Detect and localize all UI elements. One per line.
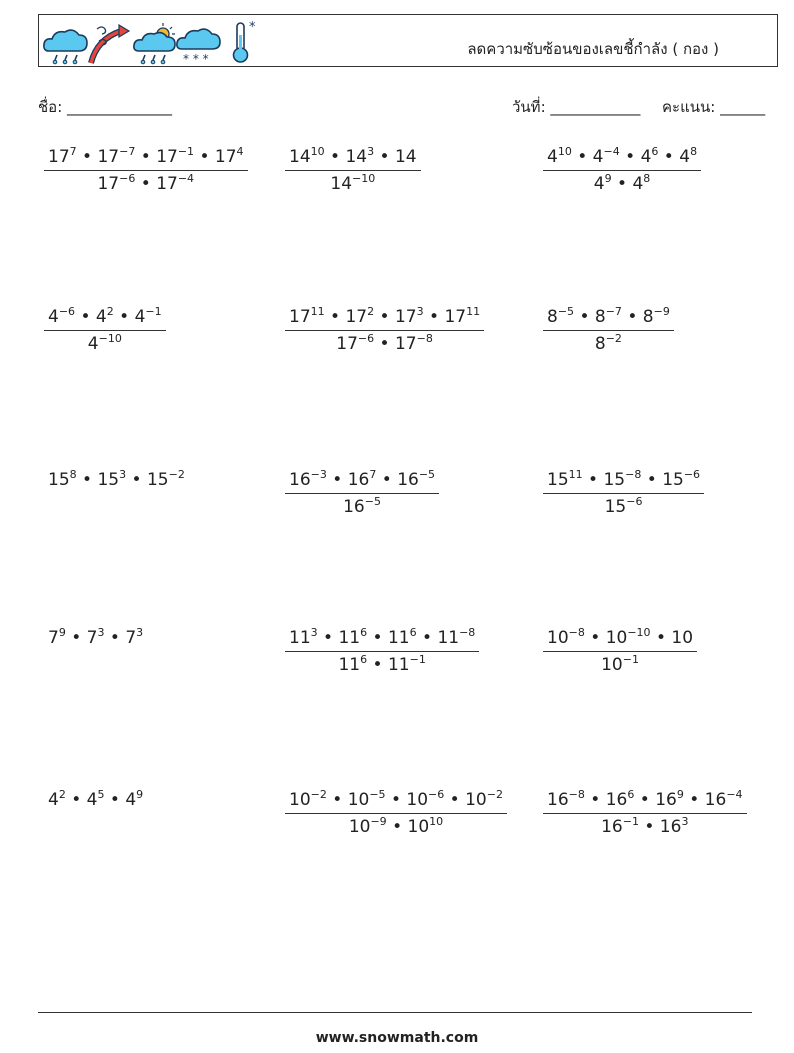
power-base: 11 xyxy=(338,628,361,648)
denominator xyxy=(543,330,674,354)
power-exponent: −1 xyxy=(409,653,426,666)
fraction xyxy=(543,307,674,354)
problem-14 xyxy=(285,790,507,837)
power-base: 4 xyxy=(48,790,59,810)
footer-url: www.snowmath.com xyxy=(315,1030,479,1046)
power-exponent: −4 xyxy=(177,172,195,185)
multiply-dot: • xyxy=(76,470,98,490)
power-exponent: 3 xyxy=(136,626,144,639)
snow-cloud-icon xyxy=(177,29,220,66)
power-base: 11 xyxy=(437,628,460,648)
power-base: 17 xyxy=(336,334,358,354)
multiply-dot: • xyxy=(104,790,126,810)
footer-divider xyxy=(38,1012,752,1013)
problem-4 xyxy=(44,307,166,354)
problem-15 xyxy=(543,790,747,837)
power-exponent: 3 xyxy=(367,145,375,158)
numerator xyxy=(543,307,674,330)
problem-13 xyxy=(44,790,143,810)
denominator xyxy=(285,330,484,354)
worksheet-header xyxy=(38,14,778,67)
numerator xyxy=(543,470,704,493)
power-base: 15 xyxy=(97,470,120,490)
power-base: 16 xyxy=(547,790,569,810)
power-base: 17 xyxy=(444,307,467,327)
product-expression xyxy=(44,790,143,810)
multiply-dot: • xyxy=(416,628,438,648)
problem-1 xyxy=(44,147,248,194)
power-exponent: −2 xyxy=(168,468,185,481)
power-exponent: −8 xyxy=(625,468,642,481)
power-base: 10 xyxy=(671,628,694,648)
power-exponent: 3 xyxy=(119,468,127,481)
power-base: 15 xyxy=(604,497,627,517)
power-base: 10 xyxy=(601,655,623,675)
fraction xyxy=(285,470,439,517)
power-base: 4 xyxy=(95,307,107,327)
problem-6 xyxy=(543,307,674,354)
power-base: 16 xyxy=(343,497,365,517)
power-base: 11 xyxy=(387,655,410,675)
multiply-dot: • xyxy=(367,655,388,675)
power-exponent: −4 xyxy=(603,145,620,158)
power-base: 11 xyxy=(387,628,410,648)
numerator xyxy=(543,628,697,651)
power-base: 17 xyxy=(156,174,178,194)
power-exponent: −5 xyxy=(418,468,436,481)
score-blank: ______ xyxy=(720,98,766,116)
denominator xyxy=(285,651,479,675)
power-base: 8 xyxy=(547,307,558,327)
power-base: 16 xyxy=(704,790,727,810)
power-exponent: 8 xyxy=(69,468,77,481)
power-exponent: 10 xyxy=(310,145,325,158)
power-base: 4 xyxy=(48,307,59,327)
multiply-dot: • xyxy=(658,147,680,167)
multiply-dot: • xyxy=(76,147,98,167)
power-exponent: −1 xyxy=(177,145,195,158)
power-exponent: −5 xyxy=(369,788,386,801)
multiply-dot: • xyxy=(324,307,346,327)
power-base: 16 xyxy=(655,790,677,810)
power-exponent: 10 xyxy=(429,815,444,828)
problem-9 xyxy=(543,470,704,517)
power-exponent: −10 xyxy=(352,172,376,185)
power-exponent: −8 xyxy=(459,626,476,639)
product-expression xyxy=(44,628,143,648)
power-exponent: 11 xyxy=(466,305,481,318)
multiply-dot: • xyxy=(638,817,660,837)
denominator xyxy=(543,651,697,675)
power-base: 17 xyxy=(97,147,120,167)
power-base: 4 xyxy=(86,790,98,810)
multiply-dot: • xyxy=(641,470,663,490)
power-exponent: 6 xyxy=(651,145,659,158)
multiply-dot: • xyxy=(574,307,595,327)
power-exponent: −1 xyxy=(145,305,162,318)
score-label: คะแนน: xyxy=(662,98,716,116)
power-exponent: 5 xyxy=(97,788,105,801)
multiply-dot: • xyxy=(619,147,641,167)
power-exponent: −9 xyxy=(653,305,670,318)
power-base: 14 xyxy=(289,147,311,167)
numerator xyxy=(543,147,701,170)
power-base: 8 xyxy=(642,307,654,327)
name-label: ชื่อ: xyxy=(38,98,63,116)
power-exponent: −1 xyxy=(622,653,639,666)
power-base: 4 xyxy=(547,147,558,167)
power-exponent: −6 xyxy=(683,468,701,481)
power-base: 7 xyxy=(125,628,137,648)
problem-10 xyxy=(44,628,143,648)
multiply-dot: • xyxy=(571,147,593,167)
power-exponent: 11 xyxy=(310,305,325,318)
power-base: 17 xyxy=(394,334,417,354)
power-exponent: 10 xyxy=(557,145,572,158)
fraction xyxy=(285,628,479,675)
fraction xyxy=(44,307,166,354)
power-base: 4 xyxy=(593,174,605,194)
thermometer-icon xyxy=(234,20,257,62)
power-base: 4 xyxy=(679,147,691,167)
numerator xyxy=(285,147,421,170)
multiply-dot: • xyxy=(634,790,656,810)
multiply-dot: • xyxy=(423,307,445,327)
svg-text:* * *: * * * xyxy=(183,52,209,66)
power-base: 10 xyxy=(347,790,370,810)
power-base: 17 xyxy=(214,147,237,167)
numerator xyxy=(285,470,439,493)
power-base: 7 xyxy=(86,628,98,648)
date-label: วันที่: xyxy=(512,98,546,116)
power-base: 16 xyxy=(605,790,628,810)
power-exponent: 3 xyxy=(310,626,318,639)
multiply-dot: • xyxy=(376,470,398,490)
power-base: 4 xyxy=(125,790,137,810)
power-base: 17 xyxy=(345,307,368,327)
multiply-dot: • xyxy=(65,790,87,810)
power-exponent: −6 xyxy=(428,788,445,801)
power-base: 10 xyxy=(547,628,569,648)
power-exponent: 9 xyxy=(676,788,684,801)
multiply-dot: • xyxy=(374,147,395,167)
power-base: 16 xyxy=(289,470,311,490)
power-exponent: 3 xyxy=(681,815,689,828)
fraction xyxy=(285,147,421,194)
problem-3 xyxy=(543,147,701,194)
power-base: 17 xyxy=(394,307,417,327)
fraction xyxy=(285,307,484,354)
power-exponent: −2 xyxy=(310,788,327,801)
power-base: 16 xyxy=(347,470,370,490)
denominator xyxy=(44,170,248,194)
multiply-dot: • xyxy=(126,470,147,490)
power-exponent: −9 xyxy=(370,815,387,828)
power-base: 10 xyxy=(348,817,371,837)
numerator xyxy=(285,307,484,330)
multiply-dot: • xyxy=(65,628,87,648)
denominator xyxy=(543,493,704,517)
multiply-dot: • xyxy=(683,790,705,810)
power-base: 15 xyxy=(662,470,684,490)
power-exponent: 9 xyxy=(604,172,612,185)
power-exponent: −10 xyxy=(627,626,651,639)
denominator xyxy=(285,493,439,517)
fraction xyxy=(543,790,747,837)
denominator xyxy=(543,813,747,837)
multiply-dot: • xyxy=(194,147,215,167)
date-blank: ____________ xyxy=(550,98,641,116)
wind-icon xyxy=(91,25,129,63)
power-exponent: −7 xyxy=(605,305,622,318)
power-base: 14 xyxy=(394,147,417,167)
power-exponent: 3 xyxy=(416,305,424,318)
fraction xyxy=(44,147,248,194)
multiply-dot: • xyxy=(584,790,606,810)
multiply-dot: • xyxy=(386,817,408,837)
multiply-dot: • xyxy=(326,790,348,810)
power-exponent: 6 xyxy=(409,626,417,639)
multiply-dot: • xyxy=(367,628,388,648)
power-exponent: −7 xyxy=(119,145,136,158)
power-base: 10 xyxy=(465,790,487,810)
power-base: 10 xyxy=(406,790,429,810)
fraction xyxy=(543,147,701,194)
denominator xyxy=(543,170,701,194)
weather-icons xyxy=(41,17,271,66)
multiply-dot: • xyxy=(650,628,672,648)
multiply-dot: • xyxy=(75,307,96,327)
power-exponent: −1 xyxy=(622,815,639,828)
power-base: 8 xyxy=(594,307,606,327)
power-base: 4 xyxy=(134,307,146,327)
multiply-dot: • xyxy=(621,307,643,327)
multiply-dot: • xyxy=(385,790,407,810)
power-base: 4 xyxy=(640,147,652,167)
power-exponent: 8 xyxy=(643,172,651,185)
power-base: 17 xyxy=(48,147,70,167)
power-exponent: 7 xyxy=(69,145,77,158)
worksheet-title: ลดความซับซ้อนของเลขชี้กำลัง ( กอง ) xyxy=(467,40,719,58)
power-exponent: 6 xyxy=(360,626,368,639)
multiply-dot: • xyxy=(374,334,395,354)
numerator xyxy=(44,307,166,330)
multiply-dot: • xyxy=(324,147,346,167)
power-base: 17 xyxy=(289,307,311,327)
power-base: 11 xyxy=(338,655,361,675)
problem-12 xyxy=(543,628,697,675)
power-exponent: −6 xyxy=(357,332,375,345)
power-base: 15 xyxy=(48,470,70,490)
denominator xyxy=(285,170,421,194)
power-base: 16 xyxy=(601,817,623,837)
power-base: 17 xyxy=(97,174,120,194)
name-blank: ______________ xyxy=(67,98,173,116)
power-exponent: −5 xyxy=(557,305,575,318)
problem-7 xyxy=(44,470,185,490)
svg-text:*: * xyxy=(249,20,256,35)
power-exponent: 6 xyxy=(360,653,368,666)
multiply-dot: • xyxy=(611,174,633,194)
power-base: 4 xyxy=(87,334,99,354)
multiply-dot: • xyxy=(374,307,395,327)
power-exponent: 11 xyxy=(568,468,583,481)
problem-11 xyxy=(285,628,479,675)
denominator xyxy=(44,330,166,354)
denominator xyxy=(285,813,507,837)
multiply-dot: • xyxy=(584,628,606,648)
power-base: 4 xyxy=(632,174,644,194)
power-base: 14 xyxy=(345,147,368,167)
product-expression xyxy=(44,470,185,490)
power-base: 14 xyxy=(330,174,353,194)
power-exponent: −6 xyxy=(626,495,643,508)
power-base: 15 xyxy=(146,470,169,490)
multiply-dot: • xyxy=(317,628,339,648)
fraction xyxy=(543,470,704,517)
numerator xyxy=(285,628,479,651)
power-base: 17 xyxy=(156,147,178,167)
power-exponent: −8 xyxy=(568,788,585,801)
power-exponent: 2 xyxy=(106,305,114,318)
power-base: 8 xyxy=(594,334,606,354)
power-base: 11 xyxy=(289,628,311,648)
problem-8 xyxy=(285,470,439,517)
power-base: 4 xyxy=(592,147,604,167)
power-exponent: 2 xyxy=(367,305,375,318)
power-base: 7 xyxy=(48,628,59,648)
power-exponent: 9 xyxy=(136,788,144,801)
multiply-dot: • xyxy=(113,307,135,327)
power-exponent: 4 xyxy=(236,145,244,158)
multiply-dot: • xyxy=(104,628,126,648)
multiply-dot: • xyxy=(444,790,466,810)
date-field xyxy=(512,95,640,119)
power-exponent: −5 xyxy=(364,495,381,508)
power-exponent: −3 xyxy=(310,468,327,481)
power-base: 10 xyxy=(289,790,311,810)
power-base: 10 xyxy=(407,817,430,837)
power-exponent: 2 xyxy=(58,788,66,801)
power-exponent: −8 xyxy=(416,332,433,345)
power-exponent: −2 xyxy=(486,788,503,801)
numerator xyxy=(543,790,747,813)
numerator xyxy=(44,147,248,170)
power-exponent: 3 xyxy=(97,626,105,639)
power-exponent: 9 xyxy=(58,626,66,639)
multiply-dot: • xyxy=(326,470,348,490)
power-exponent: −8 xyxy=(568,626,585,639)
power-exponent: −4 xyxy=(726,788,743,801)
power-exponent: −10 xyxy=(98,332,122,345)
power-exponent: −6 xyxy=(58,305,76,318)
problem-2 xyxy=(285,147,421,194)
multiply-dot: • xyxy=(135,147,157,167)
multiply-dot: • xyxy=(582,470,604,490)
numerator xyxy=(285,790,507,813)
power-base: 15 xyxy=(603,470,626,490)
power-exponent: 8 xyxy=(690,145,698,158)
name-field xyxy=(38,95,172,119)
power-base: 10 xyxy=(605,628,628,648)
fraction xyxy=(543,628,697,675)
power-base: 15 xyxy=(547,470,569,490)
problem-5 xyxy=(285,307,484,354)
power-exponent: −6 xyxy=(119,172,136,185)
score-field xyxy=(662,95,765,119)
power-base: 16 xyxy=(659,817,682,837)
power-exponent: 7 xyxy=(369,468,377,481)
power-base: 16 xyxy=(397,470,419,490)
rain-cloud-icon xyxy=(44,30,87,64)
power-exponent: −2 xyxy=(605,332,622,345)
power-exponent: 6 xyxy=(627,788,635,801)
sun-cloud-rain-icon xyxy=(134,23,175,64)
fraction xyxy=(285,790,507,837)
multiply-dot: • xyxy=(135,174,157,194)
